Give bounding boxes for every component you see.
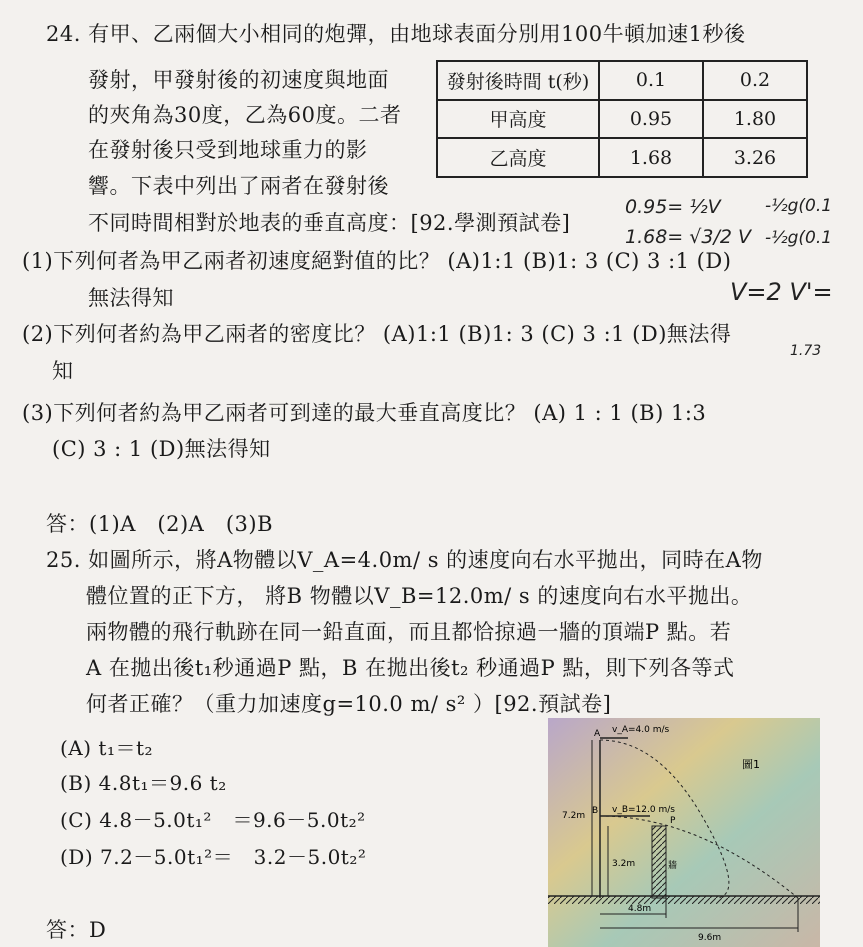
- figure-label-32: 3.2m: [612, 859, 636, 869]
- table-cell: 3.26: [703, 138, 807, 177]
- figure-label-b: B: [592, 806, 599, 816]
- q24-sub1-line1: (1)下列何者為甲乙兩者初速度絕對值的比？ (A)1:1 (B)1: 3 (C) 3 :1 (D): [22, 249, 732, 273]
- table-row: [437, 138, 807, 177]
- table-cell: 1.68: [599, 138, 703, 177]
- figure-title: 圖1: [742, 758, 760, 771]
- figure-label-a: A: [594, 729, 601, 739]
- handwritten-note-1b: -½g(0.1: [765, 196, 833, 216]
- q24-sub3-line2: (C) 3 : 1 (D)無法得知: [52, 437, 271, 461]
- figure-label-p: P: [670, 816, 676, 826]
- q24-answer: 答：(1)A (2)A (3)B: [46, 512, 274, 536]
- table-header-cell: 0.1: [599, 61, 703, 100]
- handwritten-note-1: 0.95= ½V: [625, 196, 721, 218]
- q24-sub2-line1: (2)下列何者約為甲乙兩者的密度比？ (A)1:1 (B)1: 3 (C) 3 :1 (D)無法得: [22, 322, 732, 346]
- table-cell: 0.95: [599, 100, 703, 139]
- height-table: [436, 60, 808, 178]
- table-cell: 甲高度: [437, 100, 599, 139]
- handwritten-note-2: 1.68= √3/2 V: [625, 226, 751, 248]
- table-header-cell: 0.2: [703, 61, 807, 100]
- q24-intro-line4: 響。下表中列出了兩者在發射後: [88, 174, 389, 198]
- q25-option-a: (A) t₁＝t₂: [60, 736, 154, 760]
- q24-intro-line1: 發射，甲發射後的初速度與地面: [88, 68, 389, 92]
- figure-label-vb: v_B=12.0 m/s: [612, 805, 675, 815]
- q25-option-d: (D) 7.2－5.0t₁²＝ 3.2－5.0t₂²: [60, 845, 367, 869]
- handwritten-note-3: V=2 V'=: [730, 278, 833, 306]
- table-header-cell: 發射後時間 t(秒): [437, 61, 599, 100]
- q24-sub3-line1: (3)下列何者約為甲乙兩者可到達的最大垂直高度比？ (A) 1 : 1 (B) 1:3: [22, 401, 707, 425]
- figure-label-48: 4.8m: [628, 904, 652, 914]
- q24-intro-line2: 的夾角為30度，乙為60度。二者: [88, 103, 402, 127]
- table-header-row: [437, 61, 807, 100]
- q25-stem-line4: A 在拋出後t₁秒通過P 點，B 在拋出後t₂ 秒通過P 點，則下列各等式: [86, 656, 735, 680]
- q24-intro-line3: 在發射後只受到地球重力的影: [88, 138, 368, 162]
- q25-answer: 答：D: [46, 918, 107, 942]
- table-cell: 乙高度: [437, 138, 599, 177]
- q25-stem-line1: 25. 如圖所示，將A物體以V_A=4.0m/ s 的速度向右水平拋出，同時在A物: [46, 548, 763, 572]
- q25-option-b: (B) 4.8t₁＝9.6 t₂: [60, 771, 227, 795]
- table-row: [437, 100, 807, 139]
- q24-stem-line1: 24. 有甲、乙兩個大小相同的炮彈，由地球表面分別用100牛頓加速1秒後: [46, 22, 746, 46]
- table-cell: 1.80: [703, 100, 807, 139]
- figure-label-va: v_A=4.0 m/s: [612, 725, 670, 735]
- figure-label-72: 7.2m: [562, 811, 586, 821]
- q24-stem-line6: 不同時間相對於地表的垂直高度：[92.學測預試卷]: [88, 211, 571, 235]
- q25-stem-line5: 何者正確？（重力加速度g=10.0 m/ s² ）[92.預試卷]: [86, 692, 612, 716]
- q25-option-c: (C) 4.8－5.0t₁² ＝9.6－5.0t₂²: [60, 808, 366, 832]
- figure-label-wall: 牆: [668, 861, 678, 871]
- q25-stem-line2: 體位置的正下方， 將B 物體以V_B=12.0m/ s 的速度向右水平拋出。: [86, 584, 753, 608]
- figure-label-96: 9.6m: [698, 933, 722, 943]
- q24-sub2-line2: 知: [52, 359, 74, 383]
- handwritten-note-4: 1.73: [790, 343, 822, 359]
- q25-stem-line3: 兩物體的飛行軌跡在同一鉛直面，而且都恰掠過一牆的頂端P 點。若: [86, 620, 732, 644]
- projectile-figure: [548, 718, 820, 947]
- handwritten-note-2b: -½g(0.1: [765, 228, 833, 248]
- q24-sub1-line2: 無法得知: [88, 286, 174, 310]
